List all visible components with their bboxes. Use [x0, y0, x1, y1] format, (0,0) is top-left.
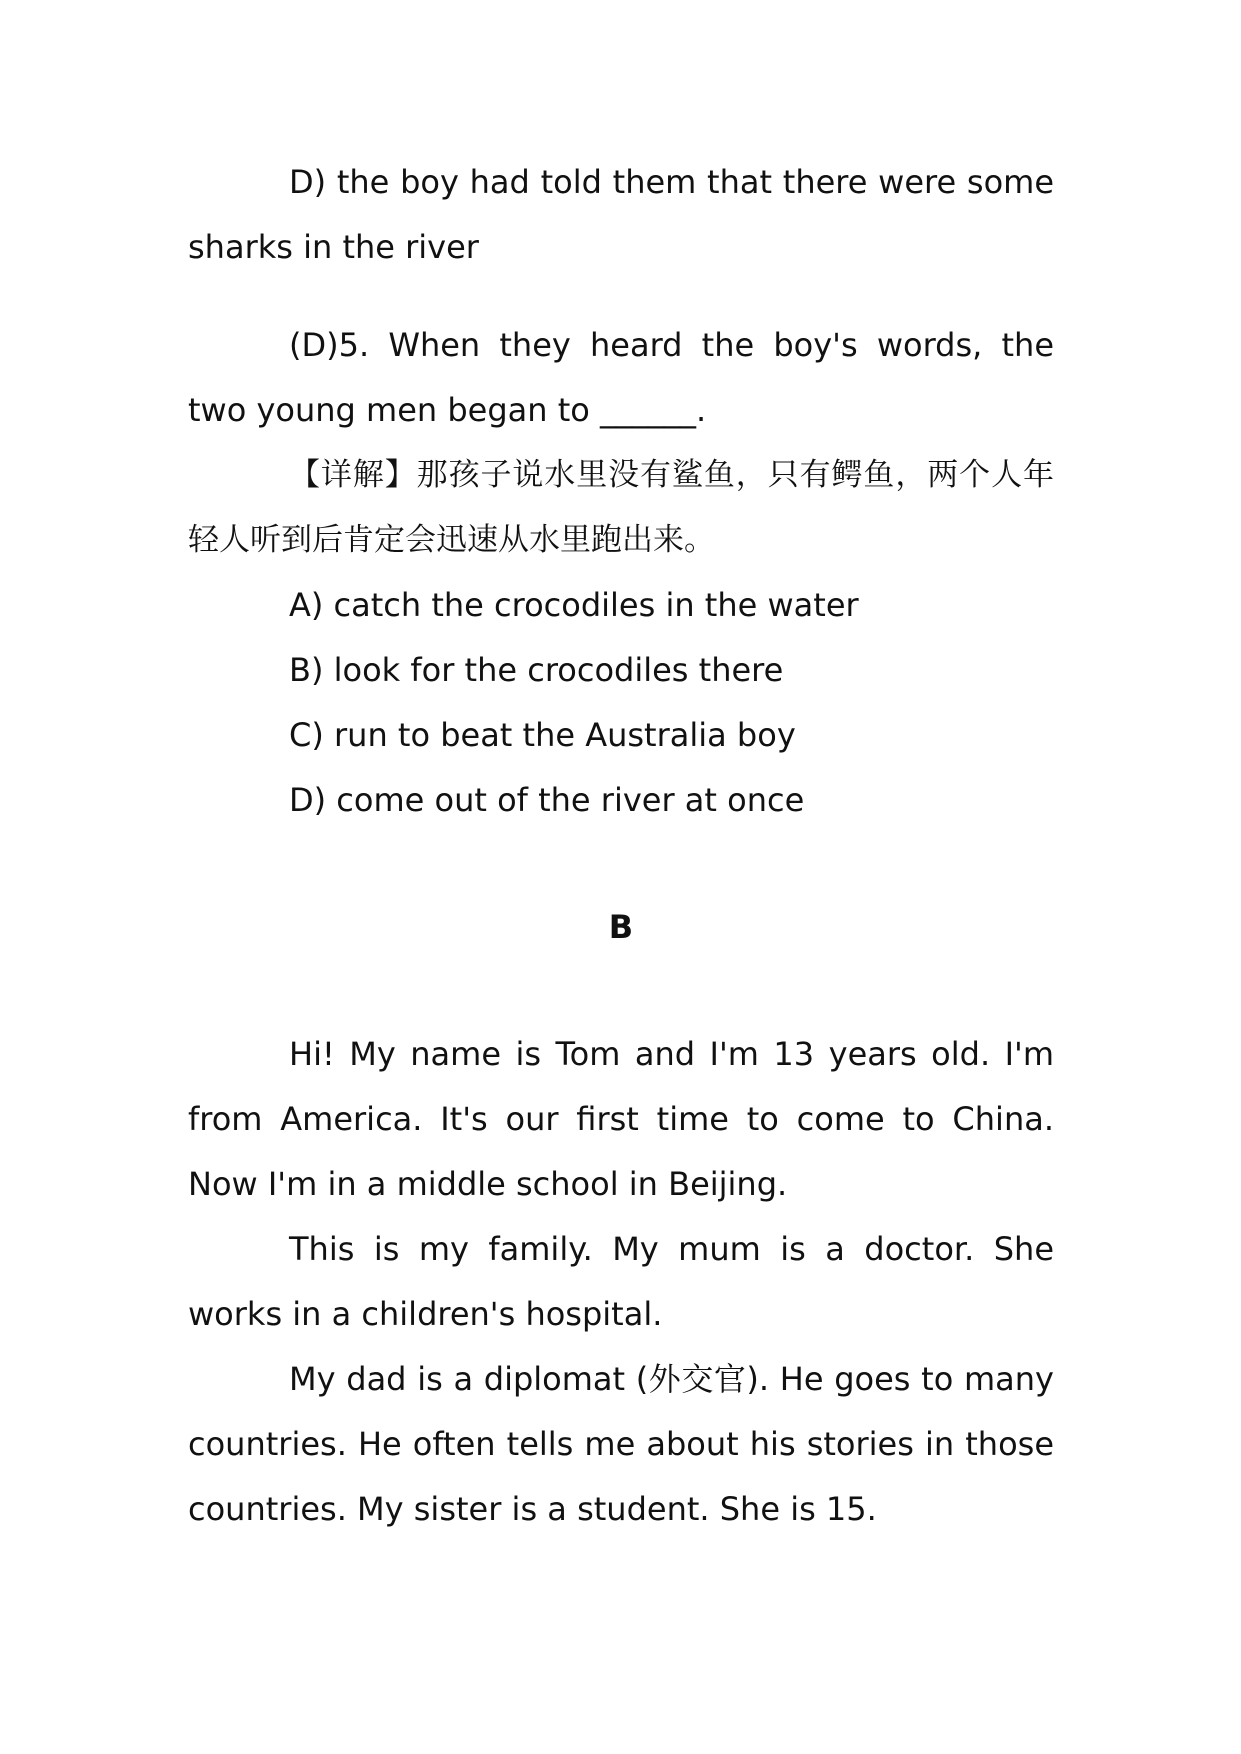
- passage-paragraph-3: My dad is a diplomat (外交官). He goes to many countries. He often tells me about his stories in those countries. My sister is a student. She is 15.: [188, 1360, 1054, 1528]
- q4-option-d: D) the boy had told them that there were some sharks in the river: [188, 163, 1054, 266]
- q5-option-a: A) catch the crocodiles in the water: [289, 586, 859, 624]
- section-heading: B: [608, 908, 634, 946]
- q5-stem: (D)5. When they heard the boy's words, the two young men began to ______.: [188, 326, 1054, 429]
- passage-paragraph-1: Hi! My name is Tom and I'm 13 years old. I'm from America. It's our first time to come to China. Now I'm in a middle school in Beijing.: [188, 1035, 1054, 1203]
- document-page: [188, 150, 1054, 1542]
- q5-option-d: D) come out of the river at once: [289, 781, 805, 819]
- passage-paragraph-2: This is my family. My mum is a doctor. She works in a children's hospital.: [188, 1230, 1054, 1333]
- q5-option-c: C) run to beat the Australia boy: [289, 716, 796, 754]
- q5-option-b: B) look for the crocodiles there: [289, 651, 784, 689]
- spacer: [188, 280, 1054, 313]
- spacer: [188, 960, 1054, 1022]
- q5-explanation: 【详解】那孩子说水里没有鲨鱼，只有鳄鱼，两个人年轻人听到后肯定会迅速从水里跑出来。: [188, 457, 1054, 558]
- spacer: [188, 833, 1054, 895]
